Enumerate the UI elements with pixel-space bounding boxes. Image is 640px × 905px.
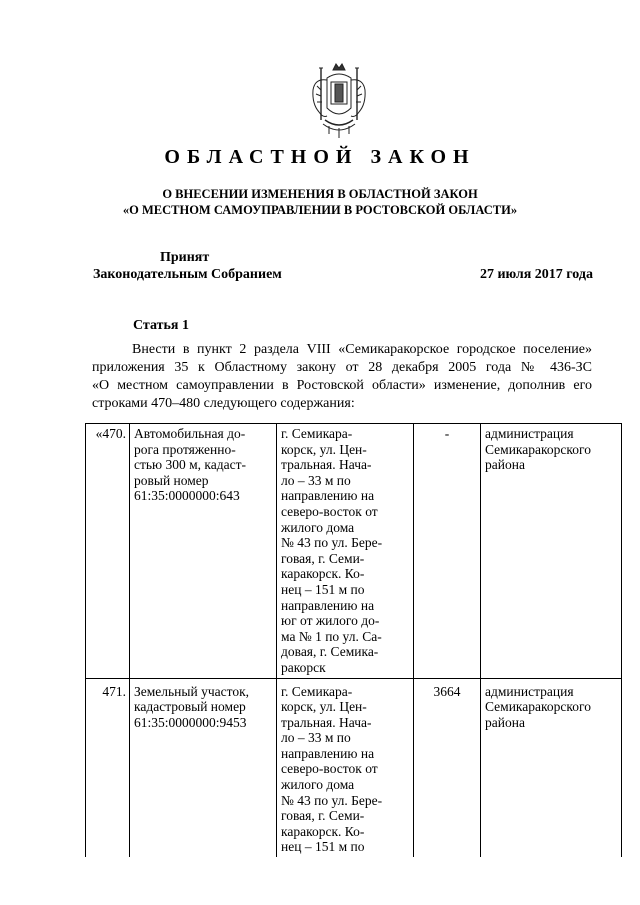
object-owner: администрация Семикаракорского района [481,424,622,679]
paragraph-line: Внести в пункт 2 раздела VIII «Семикаракорское городское поселение» [132,342,592,357]
object-name: Земельный участок, кадастровый номер 61:35:0000000:9453 [130,678,277,857]
adoption-date: 27 июля 2017 года [479,267,593,282]
object-area: 3664 [414,678,481,857]
object-location: г. Семикара- корск, ул. Цен- тральная. Нача- ло – 33 м по направлению на северо-восток от жилого дома № 43 по ул. Бере- говая, г. Семи- каракорск. Ко- нец – 151 м по направлению на юг от жилого до- ма № 1 по ул. Са- довая, г. Семика- ракорск [277,424,414,679]
object-owner: администрация Семикаракорского района [481,678,622,857]
coat-of-arms-icon [307,60,371,140]
object-area: - [414,424,481,679]
adopted-by: Законодательным Собранием [93,267,282,282]
article-heading: Статья 1 [133,318,189,333]
row-number: «470. [86,424,130,679]
table-row [86,424,622,679]
law-title: ОБЛАСТНОЙ ЗАКОН [164,146,476,168]
amendment-table [85,423,622,857]
object-location: г. Семикара- корск, ул. Цен- тральная. Нача- ло – 33 м по направлению на северо-восток от жилого дома № 43 по ул. Бере- говая, г. Семи- каракорск. Ко- нец – 151 м по [277,678,414,857]
paragraph-line: приложения 35 к Областному закону от 28 декабря 2005 года № 436-ЗС [92,360,592,375]
row-number: 471. [86,678,130,857]
paragraph-line: строками 470–480 следующего содержания: [92,396,355,411]
law-subtitle-line2: «О МЕСТНОМ САМОУПРАВЛЕНИИ В РОСТОВСКОЙ ОБЛАСТИ» [122,203,518,217]
article-paragraph [92,341,592,413]
law-subtitle-line1: О ВНЕСЕНИИ ИЗМЕНЕНИЯ В ОБЛАСТНОЙ ЗАКОН [162,187,478,201]
table-row [86,678,622,857]
object-name: Автомобильная до- рога протяженно- стью 300 м, кадаст- ровый номер 61:35:0000000:643 [130,424,277,679]
paragraph-line: «О местном самоуправлении в Ростовской области» изменение, дополнив его [92,378,592,393]
adopted-label: Принят [160,250,210,265]
